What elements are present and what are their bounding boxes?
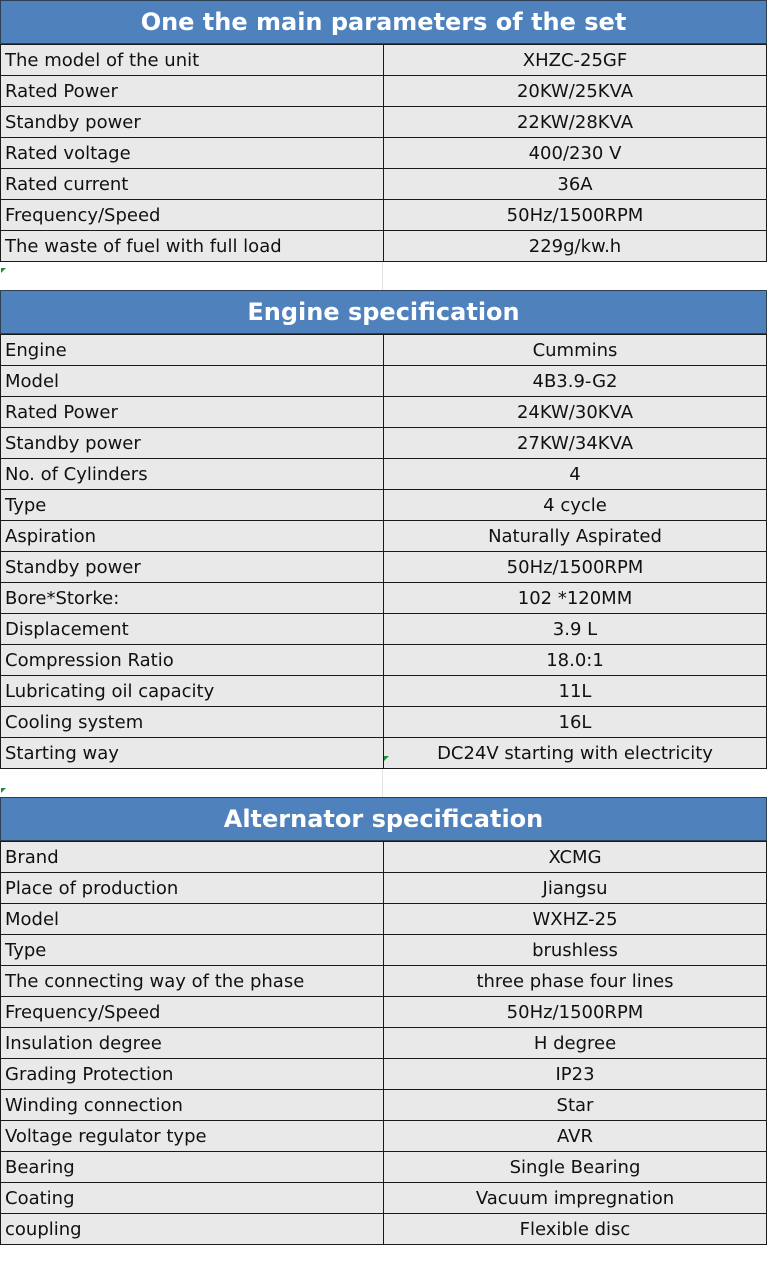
table-row <box>1 1059 767 1090</box>
row-label: Rated current <box>1 169 384 200</box>
row-label: Aspiration <box>1 521 384 552</box>
empty-cell <box>0 262 383 290</box>
table-row <box>1 842 767 873</box>
row-label: Brand <box>1 842 384 873</box>
alternator-spec-table <box>0 841 767 1245</box>
table-row <box>1 1090 767 1121</box>
main-parameters-table <box>0 44 767 262</box>
table-row <box>1 583 767 614</box>
row-label: Frequency/Speed <box>1 997 384 1028</box>
table-row <box>1 138 767 169</box>
table-row <box>1 614 767 645</box>
row-value: 16L <box>384 707 767 738</box>
row-label: Type <box>1 490 384 521</box>
row-label: Grading Protection <box>1 1059 384 1090</box>
row-label: Compression Ratio <box>1 645 384 676</box>
row-label: Bearing <box>1 1152 384 1183</box>
empty-cell <box>383 769 767 797</box>
table-row <box>1 1121 767 1152</box>
table-row <box>1 335 767 366</box>
table-row <box>1 107 767 138</box>
section-title-main-parameters: One the main parameters of the set <box>0 0 767 44</box>
table-row <box>1 459 767 490</box>
table-row <box>1 997 767 1028</box>
row-value: 18.0:1 <box>384 645 767 676</box>
row-value: three phase four lines <box>384 966 767 997</box>
row-label: Bore*Storke: <box>1 583 384 614</box>
row-label: coupling <box>1 1214 384 1245</box>
row-value: H degree <box>384 1028 767 1059</box>
table-row <box>1 645 767 676</box>
table-row <box>1 1152 767 1183</box>
row-label: Standby power <box>1 552 384 583</box>
row-value: XCMG <box>384 842 767 873</box>
row-value: XHZC-25GF <box>384 45 767 76</box>
row-value: DC24V starting with electricity <box>384 738 767 769</box>
table-row <box>1 552 767 583</box>
table-row <box>1 45 767 76</box>
table-row <box>1 676 767 707</box>
row-value: 24KW/30KVA <box>384 397 767 428</box>
section-title-engine: Engine specification <box>0 290 767 334</box>
row-label: The waste of fuel with full load <box>1 231 384 262</box>
row-label: Starting way <box>1 738 384 769</box>
row-label: Cooling system <box>1 707 384 738</box>
table-row <box>1 231 767 262</box>
row-value: 22KW/28KVA <box>384 107 767 138</box>
row-value: 36A <box>384 169 767 200</box>
row-label: Displacement <box>1 614 384 645</box>
row-value: WXHZ-25 <box>384 904 767 935</box>
row-label: Type <box>1 935 384 966</box>
cell-marker-icon <box>1 268 6 273</box>
row-value: AVR <box>384 1121 767 1152</box>
table-row <box>1 873 767 904</box>
table-row <box>1 935 767 966</box>
row-value: 11L <box>384 676 767 707</box>
table-row <box>1 1183 767 1214</box>
row-value: 4 <box>384 459 767 490</box>
table-row <box>1 521 767 552</box>
row-value: 4 cycle <box>384 490 767 521</box>
row-value: 27KW/34KVA <box>384 428 767 459</box>
row-value: Flexible disc <box>384 1214 767 1245</box>
row-value: 3.9 L <box>384 614 767 645</box>
row-value: 20KW/25KVA <box>384 76 767 107</box>
row-value: Jiangsu <box>384 873 767 904</box>
row-value: 229g/kw.h <box>384 231 767 262</box>
row-value: Naturally Aspirated <box>384 521 767 552</box>
row-label: The model of the unit <box>1 45 384 76</box>
row-label: Model <box>1 366 384 397</box>
table-row <box>1 1028 767 1059</box>
row-label: Frequency/Speed <box>1 200 384 231</box>
engine-spec-table <box>0 334 767 769</box>
table-row <box>1 200 767 231</box>
table-row <box>1 397 767 428</box>
table-row <box>1 366 767 397</box>
row-value: Single Bearing <box>384 1152 767 1183</box>
table-row <box>1 428 767 459</box>
table-row <box>1 738 767 769</box>
row-label: Winding connection <box>1 1090 384 1121</box>
table-row <box>1 707 767 738</box>
row-label: Rated Power <box>1 397 384 428</box>
row-value: Star <box>384 1090 767 1121</box>
row-value: 50Hz/1500RPM <box>384 200 767 231</box>
row-label: Rated voltage <box>1 138 384 169</box>
row-label: Standby power <box>1 107 384 138</box>
row-value: Vacuum impregnation <box>384 1183 767 1214</box>
section-spacer <box>0 262 767 290</box>
cell-marker-icon <box>1 788 6 793</box>
row-label: The connecting way of the phase <box>1 966 384 997</box>
row-value: 4B3.9-G2 <box>384 366 767 397</box>
row-label: No. of Cylinders <box>1 459 384 490</box>
section-title-alternator: Alternator specification <box>0 797 767 841</box>
row-value: 50Hz/1500RPM <box>384 997 767 1028</box>
section-spacer <box>0 769 767 797</box>
row-label: Model <box>1 904 384 935</box>
row-label: Engine <box>1 335 384 366</box>
table-row <box>1 1214 767 1245</box>
row-value: 50Hz/1500RPM <box>384 552 767 583</box>
table-row <box>1 76 767 107</box>
row-label: Place of production <box>1 873 384 904</box>
row-label: Coating <box>1 1183 384 1214</box>
row-value: 400/230 V <box>384 138 767 169</box>
table-row <box>1 169 767 200</box>
cell-marker-icon <box>384 756 389 761</box>
row-value: brushless <box>384 935 767 966</box>
row-label: Rated Power <box>1 76 384 107</box>
row-value: Cummins <box>384 335 767 366</box>
empty-cell <box>383 262 767 290</box>
row-value: 102 *120MM <box>384 583 767 614</box>
table-row <box>1 966 767 997</box>
row-value: IP23 <box>384 1059 767 1090</box>
row-label: Standby power <box>1 428 384 459</box>
table-row <box>1 904 767 935</box>
row-label: Lubricating oil capacity <box>1 676 384 707</box>
row-label: Insulation degree <box>1 1028 384 1059</box>
row-label: Voltage regulator type <box>1 1121 384 1152</box>
table-row <box>1 490 767 521</box>
empty-cell <box>0 769 383 797</box>
